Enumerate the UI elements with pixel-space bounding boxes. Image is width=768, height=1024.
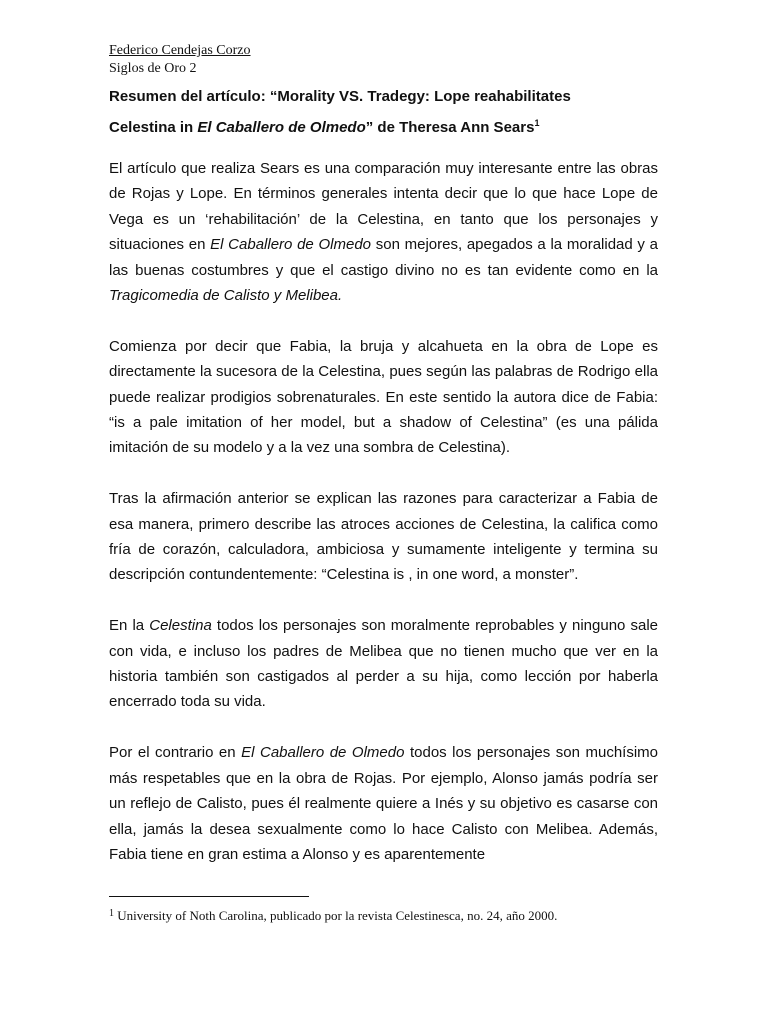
- title-line-2: [109, 110, 669, 141]
- title-line-1: Resumen del artículo: “Morality VS. Tradegy: Lope reahabilitates: [109, 88, 571, 105]
- title-line-2-prefix: Celestina in: [109, 119, 198, 136]
- footnote-mark: 1: [109, 908, 114, 919]
- paragraph-1-work-title-2: Tragicomedia de Calisto y Melibea.: [109, 287, 343, 305]
- author-name: Federico Cendejas Corzo: [109, 43, 251, 58]
- paragraph-4-work-title: Celestina: [149, 617, 212, 635]
- paragraph-1-text-c: son mejores, apegados a la moralidad y a las buenas costumbres y que el castigo divino no es tan evidente como en la: [109, 236, 658, 279]
- document-header: [109, 42, 251, 78]
- paragraph-2: Comienza por decir que Fabia, la bruja y alcahueta en la obra de Lope es directamente la sucesora de la Celestina, pues según las palabras de Rodrigo ella puede realizar prodigios sobrenaturales. En este sentido la autora dice de Fabia: “is a pale imitation of her model, but a shadow of Celestina” (es una pálida imitación de su modelo y a la vez una sombra de Celestina).: [109, 337, 658, 457]
- article-body: [109, 156, 658, 893]
- title-work-name: El Caballero de Olmedo: [197, 119, 366, 136]
- paragraph-1: [109, 156, 658, 308]
- paragraph-5: [109, 740, 658, 867]
- paragraph-5-text-c: todos los personajes son muchísimo más respetables que en la obra de Rojas. Por ejemplo, Alonso jamás podría ser un reflejo de Calisto, pues él realmente quiere a Inés y su objetivo es casarse con ella, jamás la desea sexualmente como lo hace Calisto con Melibea. Además, Fabia tiene en gran estima a Alonso y es aparentemente: [109, 744, 658, 863]
- paragraph-4: [109, 613, 658, 715]
- title-line-2-suffix: ” de Theresa Ann Sears: [365, 119, 535, 136]
- footnote-divider: [109, 896, 309, 897]
- paragraph-1-text-a: El artículo que realiza Sears es una comparación muy interesante entre las obras de Rojas y Lope. En términos generales intenta decir que lo que hace Lope de Vega es un ‘rehabilitación’ de la Celestina, en tanto que los personajes y situaciones en: [109, 160, 658, 254]
- course-name: Siglos de Oro 2: [109, 61, 197, 76]
- footnote: [109, 905, 649, 925]
- paragraph-1-work-title: El Caballero de Olmedo: [210, 236, 372, 254]
- paragraph-5-text-a: Por el contrario en: [109, 744, 242, 762]
- paragraph-3: Tras la afirmación anterior se explican las razones para caracterizar a Fabia de esa manera, primero describe las atroces acciones de Celestina, la califica como fría de corazón, calculadora, ambiciosa y sumamente inteligente y termina su descripción contundentemente: “Celestina is , in one word, a monster”.: [109, 490, 658, 584]
- paragraph-5-work-title: El Caballero de Olmedo: [241, 744, 405, 762]
- paragraph-4-text-c: todos los personajes son moralmente reprobables y ninguno sale con vida, e incluso los padres de Melibea que no tienen mucho que ver en la historia también son castigados al perder a su hija, como lección por haberla encerrado toda su vida.: [109, 617, 659, 711]
- footnote-text: University of Noth Carolina, publicado por la revista Celestinesca, no. 24, año 2000.: [114, 908, 558, 923]
- paragraph-4-text-a: En la: [109, 617, 150, 635]
- footnote-reference: 1: [534, 118, 540, 128]
- article-title: [109, 84, 669, 141]
